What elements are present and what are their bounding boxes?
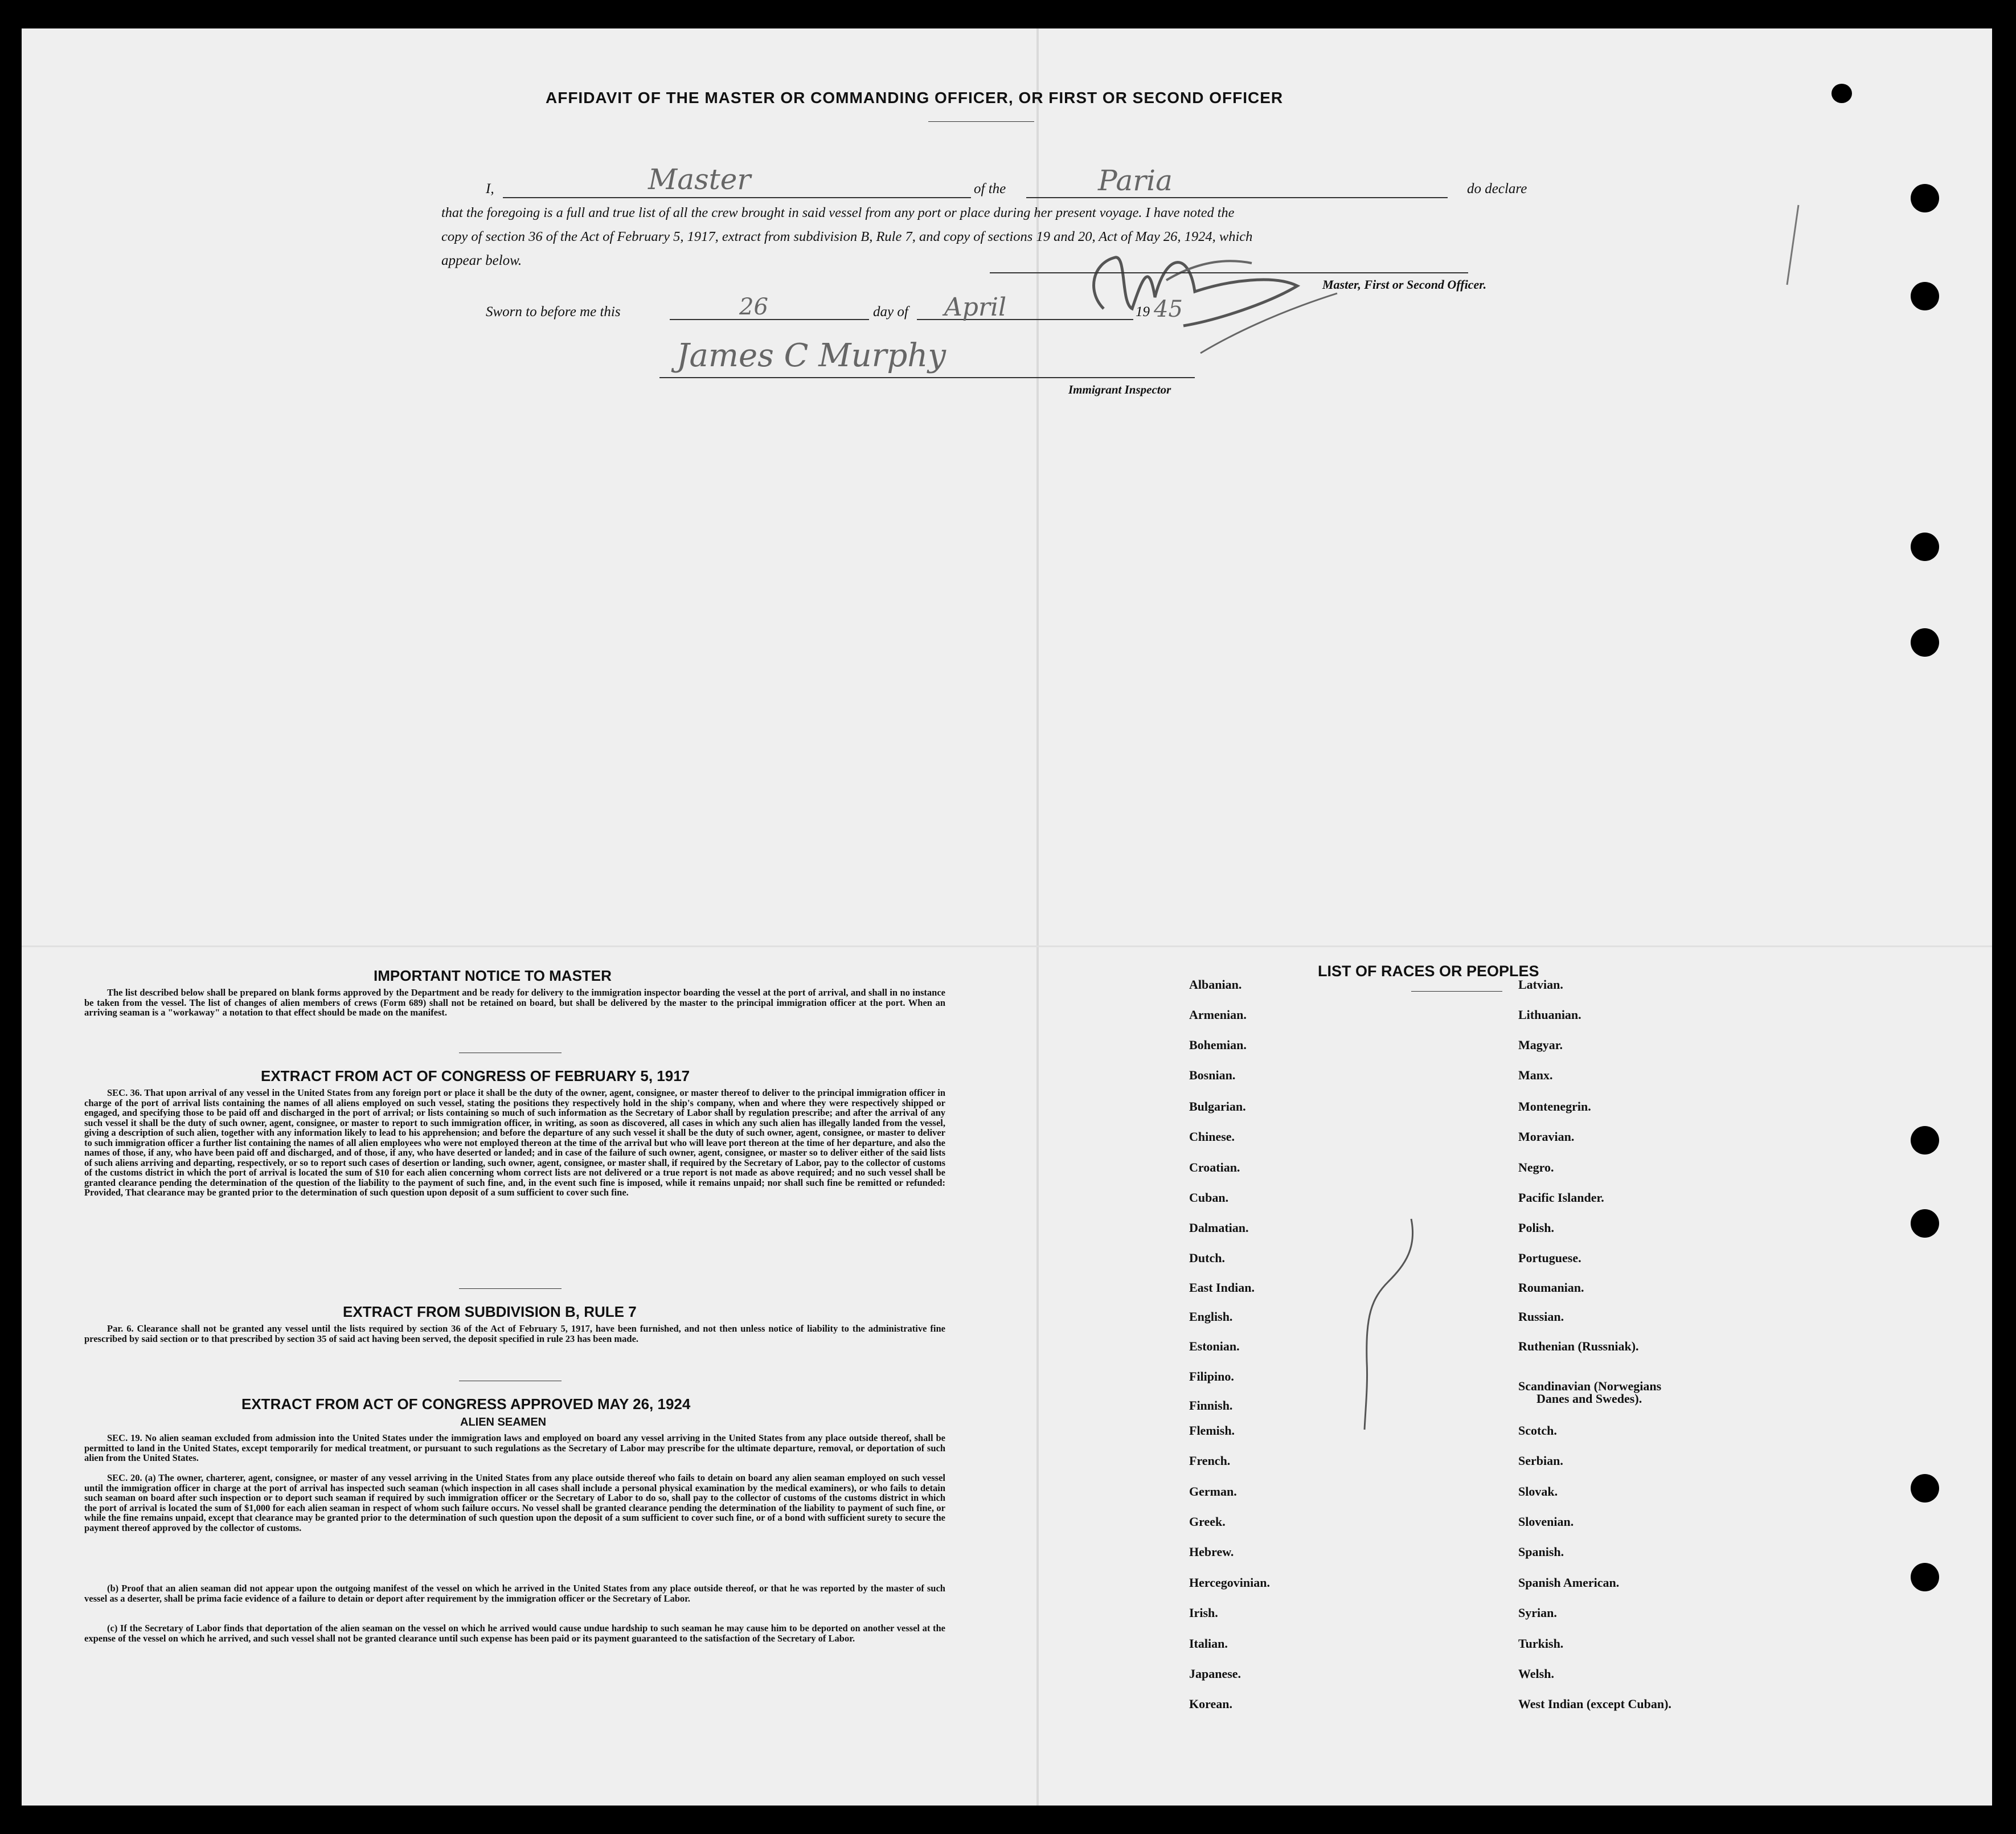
year-suffix: 45 [1154,296,1183,322]
race-item: Flemish. [1189,1423,1235,1438]
race-item: Spanish American. [1518,1575,1620,1590]
day-of-label: day of [873,304,908,320]
race-item: Finnish. [1189,1398,1233,1413]
race-item: Albanian. [1189,977,1242,992]
punch-hole [1911,282,1939,310]
race-item: Korean. [1189,1697,1232,1711]
race-item: Manx. [1518,1068,1553,1082]
punch-hole [1911,628,1939,657]
i-label: I, [486,181,494,197]
race-item: Roumanian. [1518,1280,1584,1295]
extract-1917-body: SEC. 36. That upon arrival of any vessel in the United States from any foreign port or place it shall be the duty of the owner, agent, consignee, or master thereof to deliver to the principal immigration officer in charge of the port of arrival lists containing the names of all aliens employed on such vessel, stating the positions they respectively hold in the ship's company, when and where they were respectively shipped or engaged, and specifying those to be paid off and discharged in the port of arrival; or lists containing so much of such information as the Secretary of Labor shall by regulation prescribe; and after the arrival of any such vessel it shall be the duty of such owner, agent, consignee, or master to report to such immigration officer, in writing, as soon as discovered, all cases in which any such alien has illegally landed from the vessel, giving a description of such alien, together with any information likely to lead to his apprehension; and before the departure of any such vessel it shall be the duty of such owner, agent, consignee, or master to deliver to such immigration officer a further list containing the names of all alien employees who were not employed thereon at the time of the arrival but who will leave port thereon at the time of her departure, and also the names of those, if any, who have been paid off and discharged, and of those, if any, who have deserted or landed; and in case of the failure of such owner, agent, consignee, or master so to deliver either of the said lists of such aliens arriving and departing, respectively, or so to report such cases of desertion or landing, such owner, agent, consignee, or master shall, if required by the Secretary of Labor, pay to the collector of customs of the customs district in which the port of arrival is located the sum of $10 for each alien concerning whom correct lists are not delivered or a true report is not made as above required; and no such vessel shall be granted clearance pending the determination of the question of the liability to the payment of such fine, and, in the event such fine is imposed, while it remains unpaid; nor shall such fine be remitted or refunded: Provided, That clearance may be granted prior to the determination of such question upon deposit of a sum sufficient to cover such fine. [84,1087,945,1198]
affidavit-line-3: copy of section 36 of the Act of February 5, 1917, extract from subdivision B, Rule 7, and copy of sections 19 and 20, Act of May 26, 1924, which [441,229,1253,244]
punch-hole [1911,184,1939,212]
race-item: Scandinavian (Norwegians [1518,1379,1662,1393]
title-rule [928,121,1034,122]
name-line [503,197,971,198]
race-item: Filipino. [1189,1369,1234,1383]
race-item: Polish. [1518,1221,1554,1235]
races-rule [1411,991,1502,992]
race-item: Dalmatian. [1189,1221,1249,1235]
rule7-title: EXTRACT FROM SUBDIVISION B, RULE 7 [343,1303,637,1320]
punch-hole [1911,1126,1939,1155]
race-item: Negro. [1518,1160,1554,1174]
vessel-line [1026,197,1448,198]
race-item: Japanese. [1189,1667,1241,1681]
race-item: Cuban. [1189,1190,1229,1205]
do-declare-label: do declare [1467,181,1527,197]
race-item: West Indian (except Cuban). [1518,1697,1671,1711]
inspector-line [659,377,1195,378]
race-item: Estonian. [1189,1339,1240,1353]
race-item: Bohemian. [1189,1038,1247,1052]
affidavit-line-2: that the foregoing is a full and true list of all the crew brought in said vessel from any port or place during her present voyage. I have noted the [441,205,1235,220]
race-item: Irish. [1189,1606,1218,1620]
race-item: Hebrew. [1189,1545,1234,1559]
sworn-day: 26 [739,294,768,320]
sworn-label: Sworn to before me this [486,304,621,320]
horizontal-fold [22,945,1992,947]
extract-1924-title: EXTRACT FROM ACT OF CONGRESS APPROVED MAY 26, 1924 [241,1395,691,1413]
signature-caption: Master, First or Second Officer. [1322,277,1487,292]
sec20c-body: (c) If the Secretary of Labor finds that deportation of the alien seaman on the vessel on which he arrived would cause undue hardship to such seaman he may cause him to be deported on another vessel at the expense of the vessel on which he arrived, and such vessel shall not be granted clearance until such expense has been paid or its payment guaranteed to the satisfaction of the Secretary of Labor. [84,1623,945,1644]
race-item: Italian. [1189,1636,1228,1651]
race-item: Turkish. [1518,1636,1564,1651]
race-item: Bulgarian. [1189,1099,1246,1114]
sworn-month: April [944,293,1007,322]
race-item: Montenegrin. [1518,1099,1591,1114]
race-item: Welsh. [1518,1667,1554,1681]
race-item: Armenian. [1189,1008,1247,1022]
master-handwriting: Master [648,163,751,196]
race-item: English. [1189,1309,1233,1324]
extract-1924-subtitle: ALIEN SEAMEN [460,1416,547,1428]
sec20a-body: SEC. 20. (a) The owner, charterer, agent, consignee, or master of any vessel arriving in the United States from any place outside thereof who fails to detain on board any alien seaman employed on such vessel until the immigration officer in charge at the port of arrival has inspected such seaman (which inspection in all cases shall include a personal physical examination by the medical examiners), or who fails to detain such seaman on board after such inspection or to deport such seaman if required by such immigration officer or the Secretary of Labor to do so, shall pay to the collector of customs of the customs district in which the port of arrival is located the sum of $1,000 for each alien seaman in respect of whom such failure occurs. No vessel shall be granted clearance pending the determination of the liability to payment of such fine, or while the fine remains unpaid, except that clearance may be granted prior to the determination of such question upon the deposit of a sum sufficient to cover such fine, or of a bond with sufficient surety to secure the payment thereof approved by the collector of customs. [84,1472,945,1533]
races-title: LIST OF RACES OR PEOPLES [1318,963,1539,980]
extract-1917-rule [459,1288,562,1289]
pencil-tick [1781,199,1804,290]
affidavit-title: AFFIDAVIT OF THE MASTER OR COMMANDING OFFICER, OR FIRST OR SECOND OFFICER [546,89,1284,107]
race-item: Russian. [1518,1309,1564,1324]
race-item: Latvian. [1518,977,1563,992]
of-the-label: of the [974,181,1006,197]
notice-title: IMPORTANT NOTICE TO MASTER [374,967,612,984]
signature-line [990,272,1468,273]
sec20b-body: (b) Proof that an alien seaman did not appear upon the outgoing manifest of the vessel on which he arrived in the United States from any place outside thereof, or that he was reported by the master of such vessel as a deserter, shall be prima facie evidence of a failure to detain or deport after requirement by the immigration officer or the Secretary of Labor. [84,1583,945,1604]
center-fold [1036,28,1039,1806]
punch-hole [1911,1209,1939,1238]
punch-hole [1911,1563,1939,1591]
race-item: East Indian. [1189,1280,1255,1295]
race-item: French. [1189,1454,1231,1468]
race-item: Magyar. [1518,1038,1563,1052]
race-item: Slovak. [1518,1484,1558,1499]
sec19-body: SEC. 19. No alien seaman excluded from admission into the United States under the immigration laws and employed on board any vessel arriving in the United States from any place outside thereof, shall be permitted to land in the United States, except temporarily for medical treatment, or pursuant to such regulations as the Secretary of Labor may prescribe for the ultimate departure, removal, or deportation of such alien from the United States. [84,1432,945,1463]
day-line [670,319,869,320]
inspector-signature: James C Murphy [677,337,946,374]
rule7-body: Par. 6. Clearance shall not be granted any vessel until the lists required by section 36 of the Act of February 5, 1917, have been furnished, and not then unless notice of liability to the administrative fine prescribed by said section or to that prescribed by section 35 of said act having been served, the deposit specified in rule 23 has been made. [84,1323,945,1344]
notice-body: The list described below shall be prepared on blank forms approved by the Department and be ready for delivery to the immigration inspector boarding the vessel at the port of arrival, and shall in no instance be taken from the vessel. The list of changes of alien members of crews (Form 689) shall not be retained on board, but shall be delivered by the master to the principal immigration officer at the port. When an arriving seaman is a "workaway" a notation to that effect should be made on the manifest. [84,987,945,1018]
race-item: Lithuanian. [1518,1008,1581,1022]
race-item: Ruthenian (Russniak). [1518,1339,1639,1353]
race-item: Spanish. [1518,1545,1564,1559]
race-item: Serbian. [1518,1454,1563,1468]
race-item: Hercegovinian. [1189,1575,1270,1590]
race-item: Dutch. [1189,1251,1225,1265]
race-item: Bosnian. [1189,1068,1236,1082]
race-item: Moravian. [1518,1129,1575,1144]
punch-hole [1911,533,1939,561]
affidavit-line-4: appear below. [441,253,522,268]
race-item: Danes and Swedes). [1536,1391,1642,1406]
race-item: Chinese. [1189,1129,1235,1144]
pencil-mark [1326,1213,1440,1441]
vessel-handwriting: Paria [1098,164,1173,197]
race-item: Portuguese. [1518,1251,1581,1265]
document-page [22,28,1992,1806]
extract-1917-title: EXTRACT FROM ACT OF CONGRESS OF FEBRUARY 5, 1917 [261,1067,690,1084]
race-item: German. [1189,1484,1237,1499]
year-prefix: 19 [1136,304,1150,320]
race-item: Croatian. [1189,1160,1240,1174]
race-item: Scotch. [1518,1423,1557,1438]
race-item: Syrian. [1518,1606,1557,1620]
race-item: Slovenian. [1518,1514,1574,1529]
ink-blot [1831,84,1852,103]
punch-hole [1911,1474,1939,1503]
sworn-flourish [1195,290,1343,359]
race-item: Greek. [1189,1514,1226,1529]
race-item: Pacific Islander. [1518,1190,1604,1205]
inspector-caption: Immigrant Inspector [1068,383,1171,396]
